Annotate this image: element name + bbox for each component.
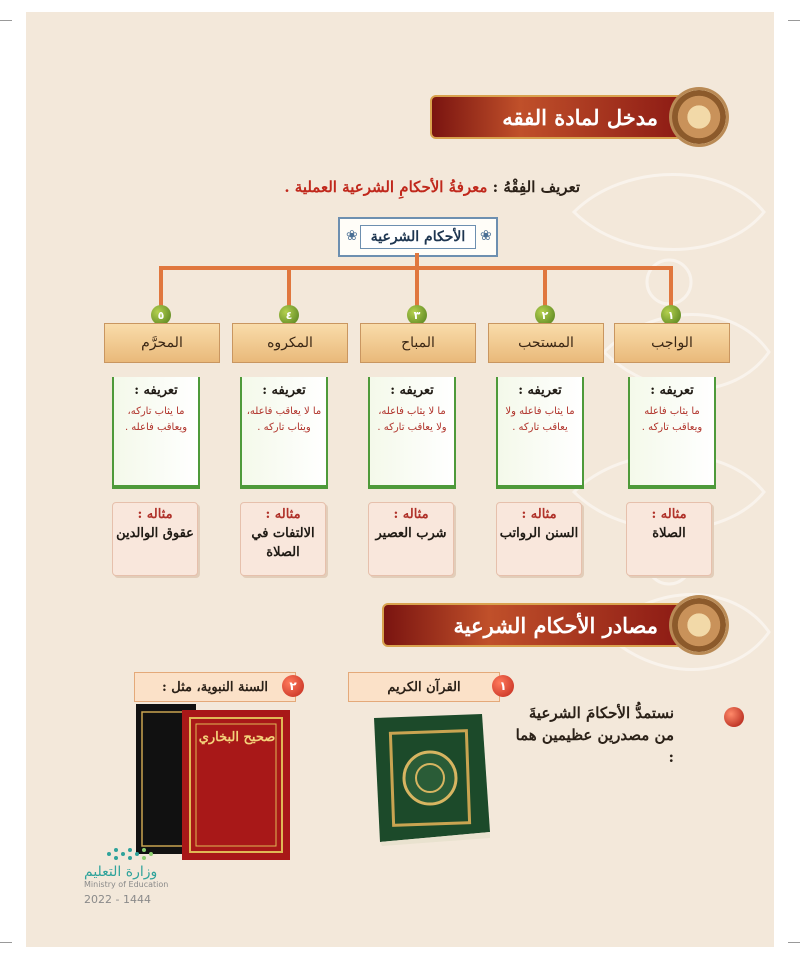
definition-box-mustahab — [496, 377, 584, 489]
rosette-icon — [672, 90, 726, 144]
source-label-quran: القرآن الكريم — [348, 672, 500, 702]
category-mustahab: المستحب — [488, 323, 604, 363]
definition-title: تعريفه : — [650, 383, 694, 398]
quran-book-image — [370, 712, 492, 847]
tree-line — [543, 266, 547, 306]
definition-text: ما يثاب تاركه، ويعاقب فاعله . — [124, 406, 188, 433]
example-title: مثاله : — [651, 507, 687, 522]
definition-title: تعريفه : — [262, 383, 306, 398]
example-box-muharram — [112, 502, 198, 576]
definition-box-wajib — [628, 377, 716, 489]
bukhari-books-image — [136, 702, 296, 862]
example-title: مثاله : — [265, 507, 301, 522]
example-box-mubah — [368, 502, 454, 576]
ministry-english: Ministry of Education — [84, 880, 169, 889]
definition-value: معرفةُ الأحكامِ الشرعية العملية . — [284, 178, 488, 196]
example-title: مثاله : — [393, 507, 429, 522]
category-number: ٥ — [151, 305, 171, 325]
category-makruh: المكروه — [232, 323, 348, 363]
definition-text: ما يثاب فاعله ويعاقب تاركه . — [641, 406, 703, 433]
example-text: الالتفات في الصلاة — [251, 526, 315, 560]
dots-logo-icon — [104, 844, 174, 864]
section-heading-sources — [382, 598, 726, 652]
section-heading-intro-text: مدخل لمادة الفقه — [430, 95, 686, 139]
rosette-icon — [672, 598, 726, 652]
tree-line — [415, 266, 419, 306]
tree-line — [287, 266, 291, 306]
source-label-sunnah: السنة النبوية، مثل : — [134, 672, 296, 702]
ministry-logo — [84, 844, 174, 906]
definition-text: ما لا يعاقب فاعله، ويثاب تاركه . — [246, 406, 322, 433]
example-text: السنن الرواتب — [499, 526, 579, 541]
example-box-mustahab — [496, 502, 582, 576]
example-box-makruh — [240, 502, 326, 576]
source-number: ١ — [492, 675, 514, 697]
category-mubah: المباح — [360, 323, 476, 363]
year-label: 2022 - 1444 — [84, 893, 151, 906]
category-wajib: الواجب — [614, 323, 730, 363]
bullet-icon — [724, 707, 744, 727]
category-muharram: المحرَّم — [104, 323, 220, 363]
book-title: صحيح البخاري — [198, 730, 276, 745]
definition-title: تعريفه : — [518, 383, 562, 398]
fiqh-definition — [284, 178, 580, 196]
sources-intro-text: نستمدُّ الأحكامَ الشرعيةَ من مصدرين عظيمين هما : — [515, 704, 674, 766]
definition-title: تعريفه : — [390, 383, 434, 398]
definition-box-makruh — [240, 377, 328, 489]
ornament-right-icon: ❀ — [480, 228, 492, 244]
example-title: مثاله : — [137, 507, 173, 522]
definition-text: ما يثاب فاعله ولا يعاقب تاركه . — [505, 406, 575, 433]
ornament-left-icon: ❀ — [346, 228, 358, 244]
source-number: ٢ — [282, 675, 304, 697]
definition-title: تعريفه : — [134, 383, 178, 398]
root-label: الأحكام الشرعية — [360, 225, 477, 249]
definition-text: ما لا يثاب فاعله، ولا يعاقب تاركه . — [377, 406, 447, 433]
definition-box-muharram — [112, 377, 200, 489]
definition-box-mubah — [368, 377, 456, 489]
definition-label: تعريف الفِقْهُ : — [492, 178, 580, 196]
tree-line — [669, 266, 673, 306]
tree-line — [159, 266, 163, 306]
example-text: عقوق الوالدين — [116, 526, 194, 541]
category-number: ١ — [661, 305, 681, 325]
section-heading-intro — [430, 90, 726, 144]
root-box — [338, 217, 498, 257]
category-number: ٣ — [407, 305, 427, 325]
example-text: الصلاة — [652, 526, 686, 541]
example-text: شرب العصير — [375, 526, 447, 541]
section-heading-sources-text: مصادر الأحكام الشرعية — [382, 603, 686, 647]
page — [26, 12, 774, 947]
category-number: ٢ — [535, 305, 555, 325]
category-number: ٤ — [279, 305, 299, 325]
example-box-wajib — [626, 502, 712, 576]
ministry-arabic: وزارة التعليم — [84, 864, 158, 880]
example-title: مثاله : — [521, 507, 557, 522]
